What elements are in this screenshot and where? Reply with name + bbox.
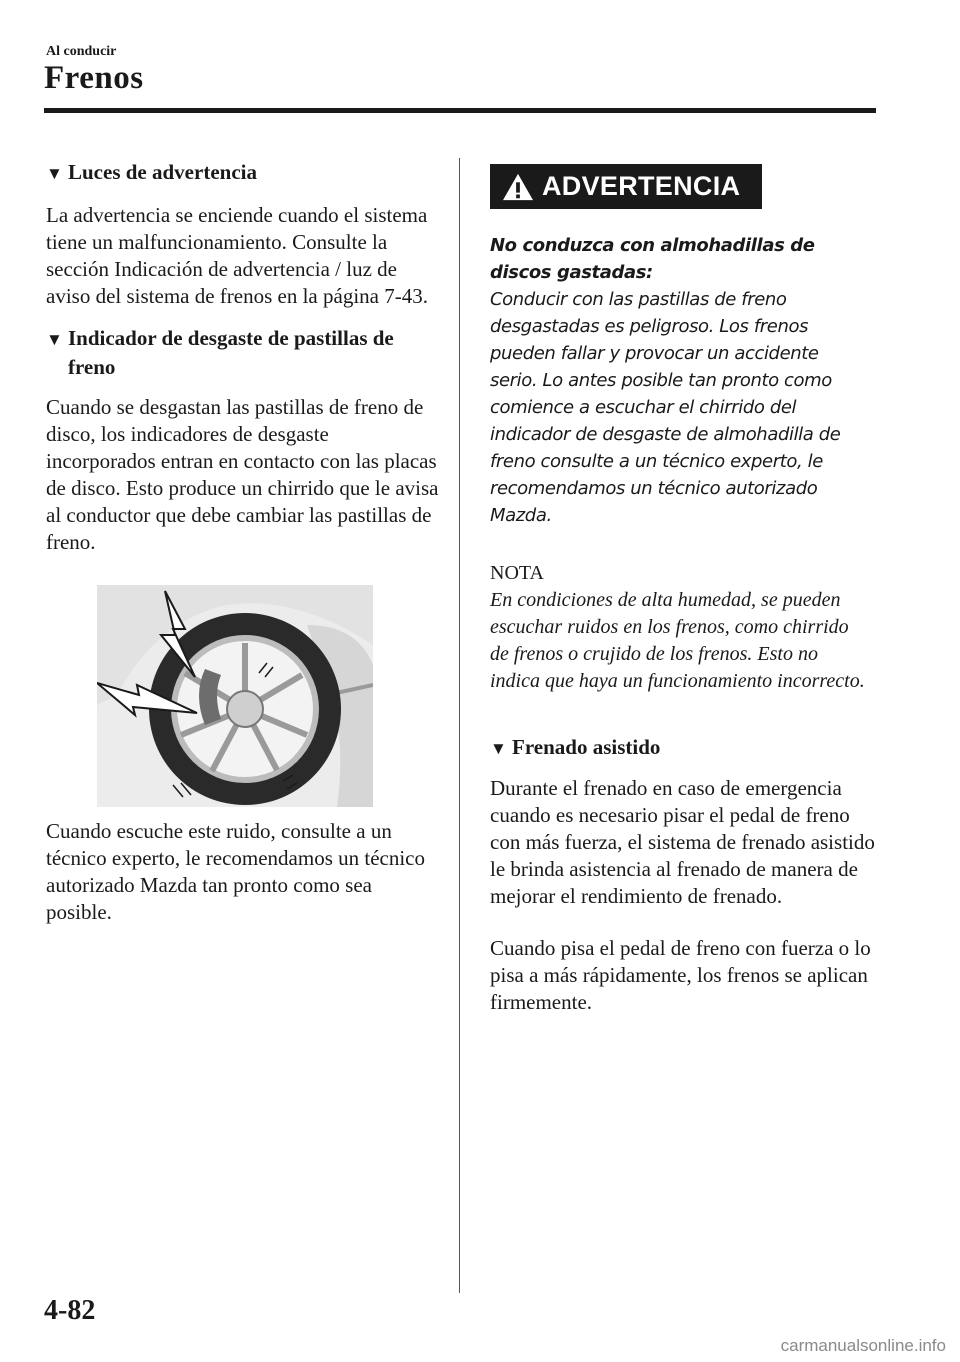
paragraph: Durante el frenado en caso de emergencia cuando es necesario pisar el pedal de freno con más fuerza, el sistema de frenado asistido le brinda asistencia al frenado de manera de mejorar el rendimiento de frenado. (490, 776, 875, 908)
warning-triangle-icon (500, 172, 536, 202)
heading-frenado-asistido (490, 733, 885, 763)
warning-label: ADVERTENCIA (542, 171, 741, 201)
triangle-down-icon: ▼ (46, 164, 63, 183)
paragraph: Cuando se desgastan las pastillas de freno de disco, los indicadores de desgaste incorporados entran en contacto con las placas de disco. Esto produce un chirrido que le avisa al conductor que debe cambiar las pastillas de freno. (46, 395, 439, 554)
column-divider (459, 158, 460, 1293)
heading-text: Indicador de desgaste de pastillas de freno (68, 326, 394, 379)
watermark: carmanualsonline.info (780, 1336, 946, 1355)
note-label: NOTA (490, 562, 544, 584)
section-label: Al conducir (46, 44, 117, 59)
heading-indicador-desgaste (46, 324, 441, 382)
heading-luces-de-advertencia (46, 158, 441, 188)
paragraph: La advertencia se enciende cuando el sistema tiene un malfuncionamiento. Consulte la sección Indicación de advertencia / luz de aviso del sistema de frenos en la página 7-43. (46, 203, 428, 308)
right-column-lower (490, 733, 885, 1016)
triangle-down-icon: ▼ (490, 739, 507, 758)
heading-text: Luces de advertencia (68, 160, 257, 184)
page-title: Frenos (44, 60, 144, 96)
brake-wheel-illustration (97, 585, 373, 807)
header-rule (44, 108, 876, 113)
paragraph: Cuando pisa el pedal de freno con fuerza o lo pisa a más rápidamente, los frenos se aplican firmemente. (490, 936, 871, 1014)
note-block (490, 560, 865, 695)
warning-banner (490, 164, 762, 209)
page-number: 4-82 (44, 1295, 96, 1326)
warning-lead: No conduzca con almohadillas de discos gastadas: (490, 235, 815, 283)
triangle-down-icon: ▼ (46, 330, 63, 349)
warning-text: Conducir con las pastillas de freno desgastadas es peligroso. Los frenos pueden fallar y provocar un accidente serio. Lo antes posible tan pronto como comience a escuchar el chirrido del indicador de desgaste de almohadilla de freno consulte a un técnico experto, le recomendamos un técnico autorizado Mazda. (490, 289, 841, 526)
warning-body (490, 232, 865, 529)
paragraph: Cuando escuche este ruido, consulte a un técnico experto, le recomendamos un técnico autorizado Mazda tan pronto como sea posible. (46, 819, 426, 924)
left-column (46, 158, 441, 556)
heading-text: Frenado asistido (512, 735, 661, 759)
note-text: En condiciones de alta humedad, se pueden escuchar ruidos en los frenos, como chirrido de frenos o crujido de los frenos. Esto no indica que haya un funcionamiento incorrecto. (490, 589, 865, 692)
